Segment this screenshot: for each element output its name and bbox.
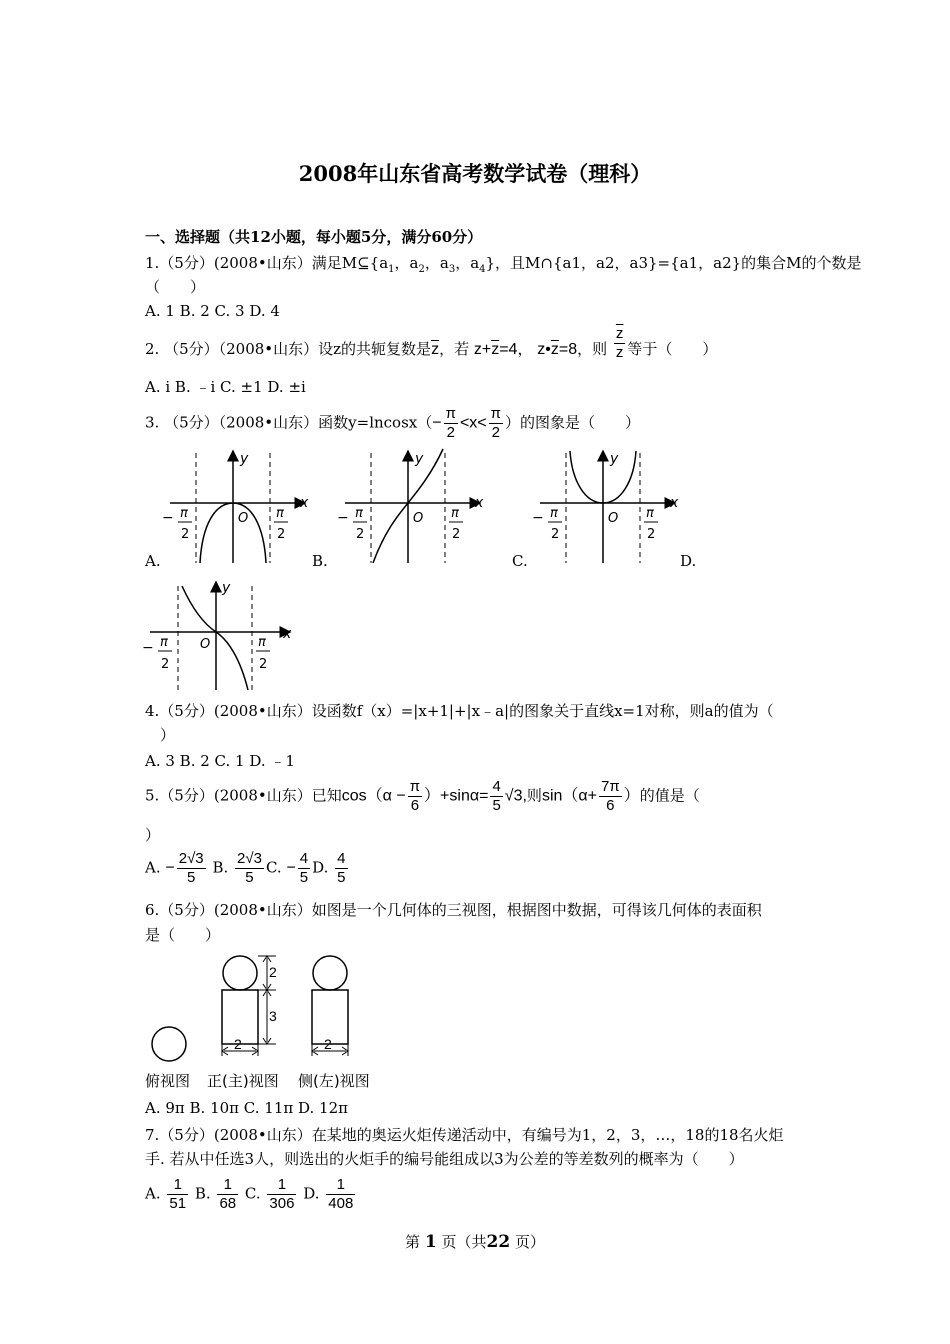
svg-text:y: y (240, 451, 249, 467)
svg-text:x: x (475, 495, 484, 511)
svg-text:2: 2 (181, 527, 190, 542)
dim-2-front: 2 (234, 1036, 242, 1052)
page-number: 1 (424, 1232, 437, 1252)
page-total: 22 (486, 1232, 511, 1252)
q6-line1: 6.（5分）(2008•山东）如图是一个几何体的三视图，根据图中数据，可得该几何体的表面积 (145, 901, 762, 919)
svg-text:y: y (415, 451, 424, 467)
q4-options: A. 3 B. 2 C. 1 D. ﹣1 (145, 752, 295, 770)
svg-text:−: − (142, 640, 154, 656)
q3-option-a: A. (145, 552, 161, 570)
q1-options: A. 1 B. 2 C. 3 D. 4 (145, 302, 280, 320)
graph-b (337, 449, 484, 563)
q6-options: A. 9π B. 10π C. 11π D. 12π (145, 1099, 348, 1117)
svg-text:y: y (222, 580, 231, 596)
q6-line2: 是（ ） (145, 926, 221, 944)
svg-text:π: π (258, 635, 266, 650)
svg-text:π: π (646, 506, 654, 521)
dim-3: 3 (269, 1008, 277, 1024)
svg-text:x: x (300, 495, 309, 511)
label-side-view: 侧(左)视图 (298, 1072, 370, 1090)
page-title: 2008年山东省高考数学试卷（理科） (298, 161, 652, 186)
svg-text:−: − (532, 510, 544, 526)
label-top-view: 俯视图 (145, 1072, 191, 1090)
q3-option-c: C. (512, 552, 528, 570)
dim-2-side: 2 (324, 1036, 332, 1052)
q5-options: A. − $\frac{2√3}{5}$ B. $\frac{2√3}{5}$ C. − $\frac{4}{5}$ D. $\frac{4}{5}$ (145, 850, 346, 886)
svg-text:π: π (160, 635, 168, 650)
q2-expr2: $z•\overline{z}=8$ (537, 341, 578, 358)
q7-line2: 手. 若从中任选3人，则选出的火炬手的编号能组成以3为公差的等差数列的概率为（ ） (145, 1150, 744, 1168)
svg-text:O: O (200, 637, 211, 652)
page-footer: 第 1 页（共22 页） (405, 1232, 545, 1252)
svg-text:O: O (238, 511, 249, 526)
graph-d (130, 578, 310, 693)
svg-text:2: 2 (356, 527, 365, 542)
q3-graphs (140, 445, 700, 575)
svg-text:−: − (337, 510, 349, 526)
q5-line1: 5.（5分）(2008•山东）已知cos（α − $\frac{\pi}{6}$ ）+sinα= $\frac{4}{5}$ √3,则sin（α+ $\frac{7\pi}{6}$ ）的值是（ (145, 778, 700, 814)
dim-2-top: 2 (269, 964, 277, 980)
graph-a (162, 451, 309, 563)
q2-line: 2. （5分）（2008•山东）设z的共轭复数是$\overline{z}$，若 $z+\overline{z}=4$， $z•\overline{z}=8$，则 $\frac{\overline{z}}{z}$ 等于（ ） (145, 324, 718, 361)
q2-expr1: $z+\overline{z}=4$ (473, 341, 518, 358)
q3-line: 3. （5分）（2008•山东）函数y=lncosx（− $\frac{\pi}{2}$ <x< $\frac{\pi}{2}$ ）的图象是（ ） (145, 405, 641, 441)
q5-line2: ） (145, 826, 161, 844)
svg-text:2: 2 (551, 527, 560, 542)
q3-option-b: B. (312, 552, 328, 570)
q7-line1: 7.（5分）(2008•山东）在某地的奥运火炬传递活动中，有编号为1，2，3，…，18的18名火炬 (145, 1126, 784, 1144)
q4-line1: 4.（5分）(2008•山东）设函数f（x）=|x+1|+|x﹣a|的图象关于直线x=1对称，则a的值为（ (145, 702, 774, 720)
svg-text:π: π (355, 506, 363, 521)
svg-text:2: 2 (647, 527, 656, 542)
section-heading: 一、选择题（共12小题，每小题5分，满分60分） (145, 228, 483, 246)
q2-options: A. i B. ﹣i C. ±1 D. ±i (145, 378, 306, 396)
svg-text:x: x (670, 495, 679, 511)
graph-c (532, 451, 679, 563)
svg-text:π: π (550, 506, 558, 521)
svg-text:x: x (283, 626, 292, 642)
q1-line2: （ ） (145, 278, 206, 296)
svg-text:2: 2 (277, 527, 286, 542)
svg-text:O: O (608, 511, 619, 526)
svg-text:−: − (162, 510, 174, 526)
label-front-view: 正(主)视图 (207, 1072, 279, 1090)
svg-text:π: π (451, 506, 459, 521)
q7-options: A. $\frac{1}{51}$ B. $\frac{1}{68}$ C. $\frac{1}{306}$ D. $\frac{1}{408}$ (145, 1176, 354, 1212)
svg-text:y: y (610, 451, 619, 467)
q4-line2: ） (160, 726, 176, 744)
svg-text:O: O (413, 511, 424, 526)
svg-text:2: 2 (452, 527, 461, 542)
svg-text:π: π (276, 506, 284, 521)
svg-text:2: 2 (259, 657, 268, 672)
q3-option-d: D. (680, 552, 697, 570)
svg-text:π: π (180, 506, 188, 521)
q1-line1: 1.（5分）(2008•山东）满足$M⊆\{a_1$，$a_2$，$a_3$，$a_4$}，且M∩{a1，a2，a3}={a1，a2}的集合M的个数是 (145, 254, 862, 275)
svg-text:2: 2 (161, 657, 170, 672)
